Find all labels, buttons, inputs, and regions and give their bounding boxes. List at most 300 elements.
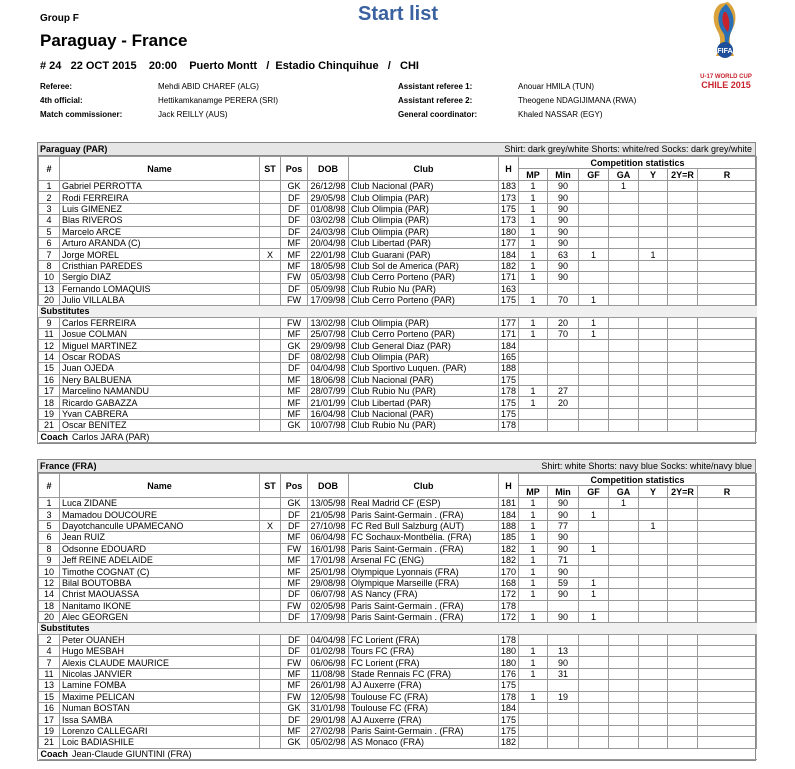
- team-section-paraguay: [37, 142, 756, 444]
- player-cell: 02/05/98: [308, 600, 349, 611]
- player-cell: Toulouse FC (FRA): [349, 691, 499, 702]
- player-cell: [698, 181, 757, 192]
- player-cell: 175: [499, 397, 519, 408]
- player-cell: [639, 420, 668, 431]
- player-cell: [260, 566, 281, 577]
- player-cell: 165: [499, 351, 519, 362]
- player-cell: Hugo MESBAH: [60, 646, 260, 657]
- commissioner-name: Jack REILLY (AUS): [158, 110, 228, 119]
- column-header-ga: GA: [609, 486, 639, 498]
- player-cell: 178: [499, 634, 519, 645]
- player-cell: 1: [39, 498, 60, 509]
- player-row: [39, 374, 757, 385]
- player-cell: Nery BALBUENA: [60, 374, 260, 385]
- player-cell: [639, 317, 668, 328]
- player-cell: 16: [39, 703, 60, 714]
- player-row: [39, 317, 757, 328]
- player-cell: 3: [39, 509, 60, 520]
- player-cell: 170: [499, 566, 519, 577]
- player-cell: 17: [39, 714, 60, 725]
- player-cell: [609, 363, 639, 374]
- coach-cell: [39, 431, 757, 442]
- player-cell: 6: [39, 237, 60, 248]
- player-cell: [260, 725, 281, 736]
- player-cell: 04/04/98: [308, 634, 349, 645]
- player-cell: 1: [519, 520, 548, 531]
- player-cell: [609, 703, 639, 714]
- player-cell: [668, 374, 698, 385]
- player-cell: MF: [281, 249, 308, 260]
- player-cell: [698, 192, 757, 203]
- player-cell: [519, 680, 548, 691]
- player-cell: [639, 566, 668, 577]
- player-cell: [639, 589, 668, 600]
- player-cell: 04/04/98: [308, 363, 349, 374]
- player-cell: 1: [519, 386, 548, 397]
- player-cell: [609, 520, 639, 531]
- player-cell: [260, 215, 281, 226]
- player-cell: Club Guarani (PAR): [349, 249, 499, 260]
- player-row: [39, 340, 757, 351]
- player-cell: [639, 680, 668, 691]
- coach-name: Carlos JARA (PAR): [72, 431, 150, 442]
- kit-colors: Shirt: dark grey/white Shorts: white/red Socks: dark grey/white: [504, 144, 752, 154]
- player-cell: [639, 577, 668, 588]
- player-cell: MF: [281, 374, 308, 385]
- player-row: [39, 397, 757, 408]
- player-cell: [609, 260, 639, 271]
- player-cell: DF: [281, 283, 308, 294]
- player-cell: DF: [281, 509, 308, 520]
- player-cell: [698, 317, 757, 328]
- player-cell: [668, 181, 698, 192]
- player-cell: 1: [519, 657, 548, 668]
- player-cell: [579, 363, 609, 374]
- player-cell: 175: [499, 725, 519, 736]
- player-cell: [609, 329, 639, 340]
- player-cell: [260, 668, 281, 679]
- player-cell: MF: [281, 668, 308, 679]
- player-cell: 184: [499, 703, 519, 714]
- player-cell: [698, 725, 757, 736]
- player-row: [39, 600, 757, 611]
- player-cell: 21/05/98: [308, 509, 349, 520]
- player-cell: [698, 363, 757, 374]
- player-cell: [260, 714, 281, 725]
- player-cell: Paris Saint-Germain . (FRA): [349, 725, 499, 736]
- player-cell: DF: [281, 192, 308, 203]
- player-cell: [639, 657, 668, 668]
- player-cell: [698, 691, 757, 702]
- player-cell: 27/10/98: [308, 520, 349, 531]
- player-cell: [260, 657, 281, 668]
- player-cell: [609, 317, 639, 328]
- player-cell: 1: [519, 577, 548, 588]
- player-cell: [698, 543, 757, 554]
- player-cell: Club Rubio Nu (PAR): [349, 386, 499, 397]
- player-cell: [698, 260, 757, 271]
- player-cell: MF: [281, 237, 308, 248]
- player-cell: [668, 566, 698, 577]
- player-cell: MF: [281, 397, 308, 408]
- player-cell: [579, 192, 609, 203]
- player-cell: 172: [499, 611, 519, 622]
- player-cell: [519, 714, 548, 725]
- player-cell: [668, 680, 698, 691]
- player-cell: [668, 272, 698, 283]
- player-cell: 26/01/98: [308, 680, 349, 691]
- player-cell: [260, 589, 281, 600]
- player-cell: Club Nacional (PAR): [349, 181, 499, 192]
- fifa-logo-text: FIFA: [717, 48, 733, 55]
- player-cell: Marcelo ARCE: [60, 226, 260, 237]
- player-cell: 176: [499, 668, 519, 679]
- player-cell: 90: [548, 203, 579, 214]
- player-cell: 175: [499, 294, 519, 305]
- player-cell: [579, 272, 609, 283]
- player-cell: [698, 668, 757, 679]
- player-cell: 26/12/98: [308, 181, 349, 192]
- player-cell: [609, 589, 639, 600]
- player-cell: [579, 532, 609, 543]
- substitutes-row: [39, 306, 757, 317]
- player-cell: Club Sportivo Luquen. (PAR): [349, 363, 499, 374]
- player-cell: FW: [281, 543, 308, 554]
- player-cell: MF: [281, 680, 308, 691]
- player-cell: 1: [519, 611, 548, 622]
- team-header: [38, 460, 755, 473]
- player-cell: [668, 408, 698, 419]
- player-cell: [260, 237, 281, 248]
- player-cell: [698, 420, 757, 431]
- column-header-r: R: [698, 486, 757, 498]
- column-header-dob: DOB: [308, 474, 349, 498]
- player-cell: 12: [39, 340, 60, 351]
- player-cell: AJ Auxerre (FRA): [349, 680, 499, 691]
- player-cell: 90: [548, 237, 579, 248]
- column-header-y2r: 2Y=R: [668, 169, 698, 181]
- player-cell: [639, 532, 668, 543]
- player-cell: [639, 691, 668, 702]
- player-cell: 6: [39, 532, 60, 543]
- player-cell: MF: [281, 386, 308, 397]
- player-cell: [639, 374, 668, 385]
- player-row: [39, 703, 757, 714]
- player-cell: [698, 498, 757, 509]
- referee-label: Referee:: [40, 82, 73, 91]
- player-cell: 12/05/98: [308, 691, 349, 702]
- player-cell: MF: [281, 260, 308, 271]
- column-header-mp: MP: [519, 486, 548, 498]
- player-cell: Christ MAOUASSA: [60, 589, 260, 600]
- player-cell: 11: [39, 668, 60, 679]
- player-cell: Luis GIMENEZ: [60, 203, 260, 214]
- player-cell: 13: [39, 283, 60, 294]
- player-cell: [668, 260, 698, 271]
- column-header-gf: GF: [579, 486, 609, 498]
- column-header-r: R: [698, 169, 757, 181]
- player-cell: 182: [499, 543, 519, 554]
- player-cell: [609, 340, 639, 351]
- player-cell: Luca ZIDANE: [60, 498, 260, 509]
- player-cell: 1: [579, 509, 609, 520]
- player-cell: [260, 420, 281, 431]
- player-row: [39, 294, 757, 305]
- player-cell: DF: [281, 203, 308, 214]
- player-cell: 175: [499, 714, 519, 725]
- player-cell: DF: [281, 634, 308, 645]
- player-cell: 4: [39, 215, 60, 226]
- player-cell: [698, 646, 757, 657]
- player-cell: Timothe COGNAT (C): [60, 566, 260, 577]
- player-cell: 4: [39, 646, 60, 657]
- player-cell: [668, 351, 698, 362]
- player-cell: [698, 600, 757, 611]
- player-cell: [579, 498, 609, 509]
- player-cell: 1: [519, 498, 548, 509]
- player-cell: [609, 714, 639, 725]
- player-cell: [639, 386, 668, 397]
- player-cell: [579, 646, 609, 657]
- player-cell: 05/02/98: [308, 737, 349, 748]
- player-row: [39, 634, 757, 645]
- player-cell: 1: [579, 249, 609, 260]
- coach-row: [39, 431, 757, 442]
- player-cell: DF: [281, 589, 308, 600]
- player-cell: 178: [499, 600, 519, 611]
- player-cell: [548, 714, 579, 725]
- player-cell: GK: [281, 703, 308, 714]
- player-cell: [260, 226, 281, 237]
- player-cell: [579, 691, 609, 702]
- player-cell: DF: [281, 215, 308, 226]
- column-header-pos: Pos: [281, 474, 308, 498]
- player-cell: [609, 374, 639, 385]
- player-cell: Maxime PELICAN: [60, 691, 260, 702]
- player-cell: 5: [39, 226, 60, 237]
- player-cell: 71: [548, 554, 579, 565]
- player-cell: [260, 600, 281, 611]
- fourth-official-name: Hettikamkanamge PERERA (SRI): [158, 96, 279, 105]
- player-cell: [579, 600, 609, 611]
- player-cell: 1: [519, 691, 548, 702]
- player-cell: [609, 657, 639, 668]
- player-cell: Club Olimpia (PAR): [349, 192, 499, 203]
- player-cell: [668, 577, 698, 588]
- player-row: [39, 680, 757, 691]
- player-row: [39, 543, 757, 554]
- player-cell: 29/09/98: [308, 340, 349, 351]
- player-cell: 15: [39, 363, 60, 374]
- player-cell: [548, 737, 579, 748]
- player-cell: 13/05/98: [308, 498, 349, 509]
- player-cell: 18: [39, 397, 60, 408]
- player-cell: [639, 397, 668, 408]
- player-cell: 90: [548, 272, 579, 283]
- player-cell: 1: [39, 181, 60, 192]
- player-cell: 16: [39, 374, 60, 385]
- team-header: [38, 143, 755, 156]
- player-row: [39, 554, 757, 565]
- player-cell: Arsenal FC (ENG): [349, 554, 499, 565]
- player-row: [39, 329, 757, 340]
- player-cell: AS Monaco (FRA): [349, 737, 499, 748]
- player-cell: FW: [281, 657, 308, 668]
- player-cell: 184: [499, 249, 519, 260]
- player-cell: 17/09/98: [308, 294, 349, 305]
- player-cell: [609, 725, 639, 736]
- group-label: Group F: [40, 13, 79, 24]
- player-cell: 20/04/98: [308, 237, 349, 248]
- coordinator-label: General coordinator:: [398, 110, 478, 119]
- player-cell: Club Rubio Nu (PAR): [349, 420, 499, 431]
- column-header-row: [39, 157, 757, 169]
- player-cell: 17: [39, 386, 60, 397]
- player-cell: 14: [39, 589, 60, 600]
- player-cell: 178: [499, 691, 519, 702]
- player-cell: [668, 397, 698, 408]
- player-cell: 2: [39, 192, 60, 203]
- column-header-num: #: [39, 157, 60, 181]
- player-cell: 29/05/98: [308, 192, 349, 203]
- player-cell: [698, 737, 757, 748]
- player-cell: 90: [548, 181, 579, 192]
- player-cell: 19: [548, 691, 579, 702]
- player-cell: [668, 249, 698, 260]
- player-cell: [698, 577, 757, 588]
- player-cell: [698, 509, 757, 520]
- coordinator-name: Khaled NASSAR (EGY): [518, 110, 603, 119]
- player-cell: MF: [281, 329, 308, 340]
- player-cell: [579, 725, 609, 736]
- player-cell: [579, 340, 609, 351]
- player-cell: 1: [519, 543, 548, 554]
- player-cell: 1: [519, 203, 548, 214]
- player-cell: 90: [548, 611, 579, 622]
- player-cell: [260, 283, 281, 294]
- player-cell: MF: [281, 577, 308, 588]
- player-cell: [609, 272, 639, 283]
- player-row: [39, 272, 757, 283]
- player-cell: 90: [548, 498, 579, 509]
- player-cell: [579, 634, 609, 645]
- player-cell: GK: [281, 340, 308, 351]
- player-cell: [668, 725, 698, 736]
- logo-tournament: U-17 WORLD CUP: [700, 74, 752, 80]
- column-header-mp: MP: [519, 169, 548, 181]
- player-cell: 183: [499, 181, 519, 192]
- player-cell: 1: [519, 192, 548, 203]
- player-cell: [609, 646, 639, 657]
- substitutes-row: [39, 623, 757, 634]
- column-header-y: Y: [639, 486, 668, 498]
- player-cell: [698, 680, 757, 691]
- player-cell: [519, 600, 548, 611]
- player-cell: 163: [499, 283, 519, 294]
- player-cell: [609, 420, 639, 431]
- column-header-club: Club: [349, 474, 499, 498]
- player-row: [39, 192, 757, 203]
- player-cell: [639, 203, 668, 214]
- player-cell: 22/01/98: [308, 249, 349, 260]
- kit-colors: Shirt: white Shorts: navy blue Socks: white/navy blue: [541, 461, 752, 471]
- column-header-h: H: [499, 157, 519, 181]
- player-cell: 03/02/98: [308, 215, 349, 226]
- player-cell: [609, 611, 639, 622]
- player-cell: [668, 737, 698, 748]
- player-cell: [548, 600, 579, 611]
- player-cell: 188: [499, 363, 519, 374]
- player-cell: Toulouse FC (FRA): [349, 703, 499, 714]
- player-cell: MF: [281, 554, 308, 565]
- player-cell: [698, 272, 757, 283]
- player-cell: Jeff REINE ADELAIDE: [60, 554, 260, 565]
- player-cell: [668, 509, 698, 520]
- player-cell: [260, 634, 281, 645]
- player-cell: FC Red Bull Salzburg (AUT): [349, 520, 499, 531]
- competition-stats-header: Competition statistics: [519, 474, 757, 486]
- player-cell: 9: [39, 554, 60, 565]
- player-cell: [609, 408, 639, 419]
- player-cell: 175: [499, 408, 519, 419]
- player-cell: [260, 408, 281, 419]
- player-cell: 14: [39, 351, 60, 362]
- player-cell: [548, 374, 579, 385]
- player-cell: [260, 577, 281, 588]
- player-cell: Cristhian PAREDES: [60, 260, 260, 271]
- player-cell: [698, 386, 757, 397]
- player-cell: [609, 226, 639, 237]
- player-cell: [579, 420, 609, 431]
- coach-label: Coach: [40, 748, 69, 759]
- player-cell: 182: [499, 554, 519, 565]
- player-cell: Club Sol de America (PAR): [349, 260, 499, 271]
- player-cell: DF: [281, 611, 308, 622]
- column-header-row: [39, 474, 757, 486]
- player-cell: [260, 737, 281, 748]
- player-cell: X: [260, 249, 281, 260]
- column-header-st: ST: [260, 157, 281, 181]
- player-row: [39, 509, 757, 520]
- player-row: [39, 420, 757, 431]
- player-cell: Club Cerro Porteno (PAR): [349, 272, 499, 283]
- player-cell: [609, 192, 639, 203]
- player-row: [39, 283, 757, 294]
- player-cell: Oscar BENITEZ: [60, 420, 260, 431]
- player-cell: [668, 532, 698, 543]
- player-cell: [639, 737, 668, 748]
- player-cell: X: [260, 520, 281, 531]
- player-cell: 29/01/98: [308, 714, 349, 725]
- player-cell: [260, 181, 281, 192]
- player-cell: [668, 340, 698, 351]
- player-cell: [609, 532, 639, 543]
- player-cell: [579, 351, 609, 362]
- player-cell: GK: [281, 498, 308, 509]
- player-cell: Club Cerro Porteno (PAR): [349, 329, 499, 340]
- player-cell: [548, 351, 579, 362]
- player-cell: [668, 237, 698, 248]
- player-cell: 175: [499, 680, 519, 691]
- player-cell: [609, 668, 639, 679]
- player-cell: 1: [519, 554, 548, 565]
- player-cell: 13/02/98: [308, 317, 349, 328]
- player-cell: [609, 543, 639, 554]
- coach-cell: [39, 748, 757, 759]
- assistant-referee-2-name: Theogene NDAGIJIMANA (RWA): [518, 96, 637, 105]
- player-cell: [260, 498, 281, 509]
- team-section-france: [37, 459, 756, 761]
